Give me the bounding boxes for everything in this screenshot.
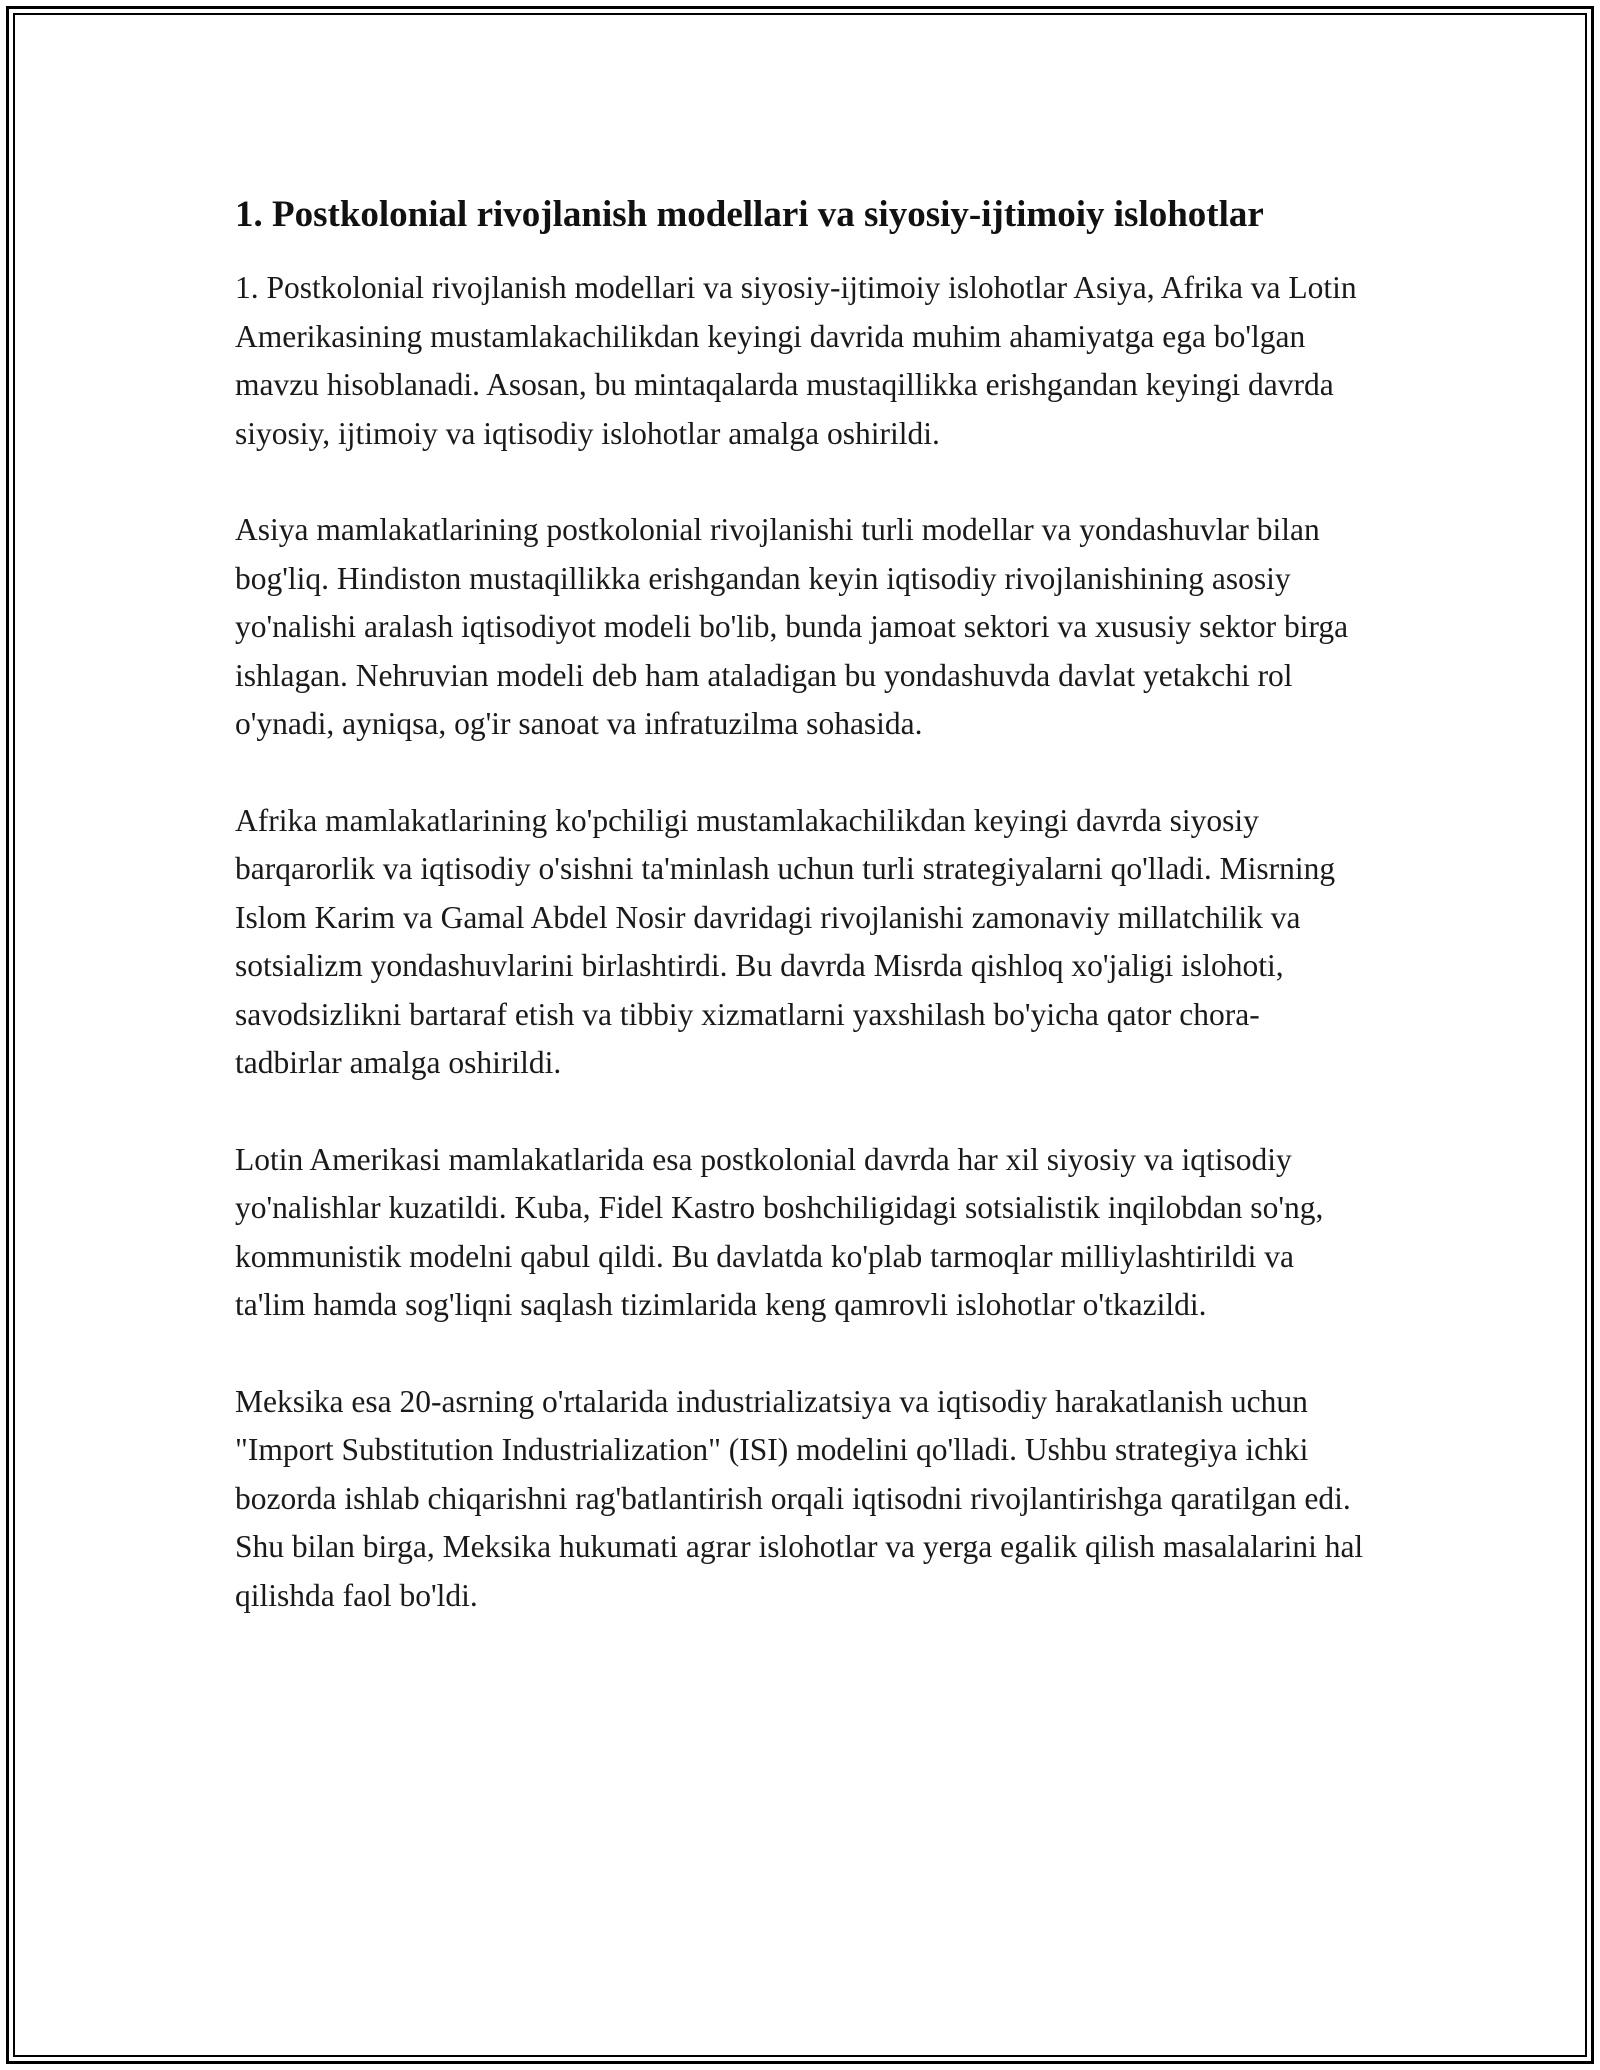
paragraph-asia: Asiya mamlakatlarining postkolonial rivojlanishi turli modellar va yondashuvlar bilan bog'liq. Hindiston mustaqillikka erishgandan keyin iqtisodiy rivojlanishining asosiy yo'nalishi aralash iqtisodiyot modeli bo'lib, bunda jamoat sektori va xususiy sektor birga ishlagan. Nehruvian modeli deb ham ataladigan bu yondashuvda davlat yetakchi rol o'ynadi, ayniqsa, og'ir sanoat va infratuzilma sohasida.: [235, 512, 1349, 741]
paragraph-mexico: Meksika esa 20-asrning o'rtalarida industrializatsiya va iqtisodiy harakatlanish uchun "Import Substitution Industrialization" (ISI) modelini qo'lladi. Ushbu strategiya ichki bozorda ishlab chiqarishni rag'batlantirish orqali iqtisodni rivojlantirishga qaratilgan edi. Shu bilan birga, Meksika hukumati agrar islohotlar va yerga egalik qilish masalalarini hal qilishda faol bo'ldi.: [235, 1383, 1364, 1613]
paragraph-africa: Afrika mamlakatlarining ko'pchiligi mustamlakachilikdan keyingi davrda siyosiy barqarorlik va iqtisodiy o'sishni ta'minlash uchun turli strategiyalarni qo'lladi. Misrning Islom Karim va Gamal Abdel Nosir davridagi rivojlanishi zamonaviy millatchilik va sotsializm yondashuvlarini birlashtirdi. Bu davrda Misrda qishloq xo'jaligi islohoti, savodsizlikni bartaraf etish va tibbiy xizmatlarni yaxshilash bo'yicha qator chora-tadbirlar amalga oshirildi.: [235, 802, 1336, 1080]
section-heading: 1. Postkolonial rivojlanish modellari va siyosiy-ijtimoiy islohotlar: [235, 194, 1264, 235]
document-body: [235, 188, 1365, 1668]
paragraph-intro: 1. Postkolonial rivojlanish modellari va siyosiy-ijtimoiy islohotlar Asiya, Afrika va Lotin Amerikasining mustamlakachilikdan keyingi davrida muhim ahamiyatga ega bo'lgan mavzu hisoblanadi. Asosan, bu mintaqalarda mustaqillikka erishgandan keyingi davrda siyosiy, ijtimoiy va iqtisodiy islohotlar amalga oshirildi.: [235, 270, 1357, 451]
paragraph-latin-america: Lotin Amerikasi mamlakatlarida esa postkolonial davrda har xil siyosiy va iqtisodiy yo'nalishlar kuzatildi. Kuba, Fidel Kastro boshchiligidagi sotsialistik inqilobdan so'ng, kommunistik modelni qabul qildi. Bu davlatda ko'plab tarmoqlar milliylashtirildi va ta'lim hamda sog'liqni saqlash tizimlarida keng qamrovli islohotlar o'tkazildi.: [235, 1141, 1324, 1322]
